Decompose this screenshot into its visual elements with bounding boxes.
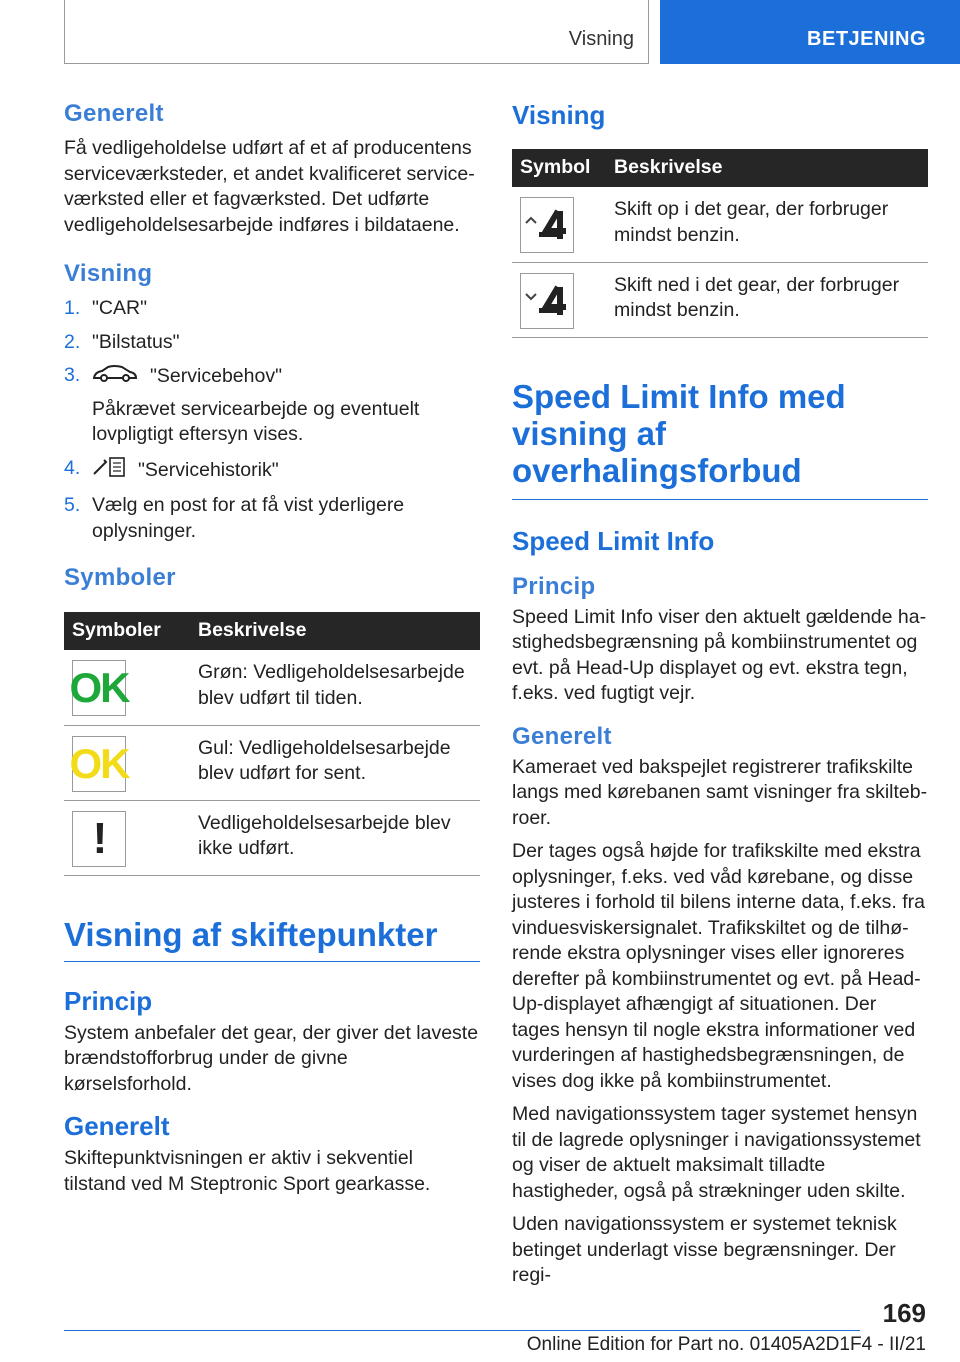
table-row — [64, 800, 480, 875]
ok-green-icon — [69, 660, 129, 716]
car-service-icon — [92, 363, 138, 391]
service-history-icon — [92, 456, 126, 486]
speed-limit-info-title: Speed Limit Info med visning af overhalingsforbud — [512, 378, 928, 500]
exclamation-icon — [72, 811, 126, 867]
sli-princip-heading: Princip — [512, 572, 596, 600]
left-column — [64, 100, 480, 1205]
right-column — [512, 100, 928, 1297]
step-number: 1. — [64, 297, 81, 319]
description-cell: Skift op i det gear, der forbruger mindst benzin. — [606, 187, 928, 262]
visning-shift-heading: Visning — [512, 100, 606, 130]
table-row — [512, 187, 928, 262]
table-header-symbol: Symboler — [64, 612, 190, 650]
symbol-cell — [512, 262, 606, 337]
step-subtext: Påkrævet servicearbejde og eventuelt lovpligtigt eftersyn vises. — [92, 397, 420, 445]
header-section-title: Visning — [568, 28, 634, 50]
step-1 — [64, 296, 480, 322]
generelt-skift-heading: Generelt — [64, 1111, 170, 1141]
sli-paragraph: Kameraet ved bakspejlet registrerer trafikskilte langs med kørebanen samt visninger fra skiltebroer. — [512, 755, 928, 829]
table-row — [64, 725, 480, 800]
visning-steps — [64, 296, 480, 544]
symboler-heading: Symboler — [64, 564, 176, 591]
ok-symbol-text: OK — [69, 664, 129, 711]
symbol-cell — [64, 650, 190, 725]
sli-generelt-heading: Generelt — [512, 722, 612, 750]
sli-paragraph: Med navigationssystem tager systemet hensyn til de lagrede oplysninger i navigationssystemet og viser de aktuelt maksimalt tilladte hastigheder, også på strækninger uden skilte. — [512, 1103, 921, 1202]
sli-princip-text: Speed Limit Info viser den aktuelt gældende hastighedsbegrænsning på kombiinstrumentet og evt. på Head-Up displayet og evt. ekstra tegn, f.eks. ved fugtigt vejr. — [512, 605, 927, 704]
sli-paragraph: Der tages også højde for trafikskilte med ekstra oplysninger, f.eks. ved våd kørebane, og disse justeres i forhold til bilens interne data, f.eks. fra vinduesviskersignalet. Trafikskiltet og de tilhørende ekstra oplysninger vises eller ignoreres derefter på kombiinstrumentet og evt. på Head-Up-displayet afhængigt af situationen. Der tages hensyn til nogle ekstra informationer ved vurderingen af hastighedsbegrænsningen, de vises dog ikke på kombiinstrumentet. — [512, 840, 925, 1092]
footer-divider — [64, 1330, 860, 1331]
ok-yellow-icon — [69, 736, 129, 792]
step-text: Vælg en post for at få vist yderligere oplysninger. — [92, 494, 405, 542]
header-section-box — [64, 0, 649, 64]
symbol-cell — [64, 725, 190, 800]
table-row — [512, 262, 928, 337]
visning-heading: Visning — [64, 260, 153, 287]
step-number: 5. — [64, 494, 81, 516]
generelt-skift-text: Skiftepunktvisningen er aktiv i sekventiel tilstand ved M Steptronic Sport gearkasse. — [64, 1147, 431, 1195]
step-3 — [64, 363, 480, 448]
step-text: "Servicehistorik" — [138, 458, 279, 481]
page-number: 169 — [882, 1298, 926, 1328]
table-header-description: Beskrivelse — [606, 149, 928, 187]
footer-edition: Online Edition for Part no. 01405A2D1F4 - II/21 — [526, 1334, 926, 1355]
symbol-cell — [512, 187, 606, 262]
step-text: "CAR" — [92, 297, 148, 319]
generelt-text: Få vedligeholdelse udført af et af producentens serviceværksteder, et andet kvalificeret serviceværksted eller et fagværksted. Det udførte vedligeholdelsesarbejde indføres i bildataene. — [64, 137, 475, 236]
shift-down-gear-4-icon — [520, 273, 574, 329]
step-text: "Bilstatus" — [92, 330, 180, 353]
shift-symbol-table — [512, 149, 928, 338]
step-5 — [64, 493, 480, 544]
princip-heading: Princip — [64, 985, 153, 1016]
step-number: 2. — [64, 330, 81, 353]
princip-text: System anbefaler det gear, der giver det laveste brændstofforbrug under de givne kørselsforhold. — [64, 1021, 479, 1095]
speed-limit-info-subtitle: Speed Limit Info — [512, 525, 715, 556]
exclamation-symbol-text: ! — [92, 813, 106, 863]
description-cell: Skift ned i det gear, der forbruger mindst benzin. — [606, 262, 928, 337]
table-header-symbol: Symbol — [512, 149, 606, 187]
generelt-heading: Generelt — [64, 100, 164, 127]
description-cell: Grøn: Vedligeholdelsesarbejde blev udført til tiden. — [190, 650, 480, 725]
description-cell: Gul: Vedligeholdelsesarbejde blev udført for sent. — [190, 725, 480, 800]
header-chapter-tab — [660, 0, 960, 64]
sli-paragraph: Uden navigationssystem er systemet teknisk betinget underlagt visse begrænsninger. Der regi- — [512, 1213, 897, 1286]
description-cell: Vedligeholdelsesarbejde blev ikke udført. — [190, 800, 480, 875]
table-header-description: Beskrivelse — [190, 612, 480, 650]
step-text: "Servicebehov" — [150, 364, 282, 387]
symbol-cell — [64, 800, 190, 875]
shift-up-gear-4-icon — [520, 197, 574, 253]
step-number: 4. — [64, 456, 81, 479]
ok-symbol-text: OK — [69, 739, 129, 787]
step-number: 3. — [64, 364, 81, 386]
table-row — [64, 650, 480, 725]
step-4 — [64, 456, 480, 486]
symboler-table — [64, 612, 480, 876]
header-chapter-title: BETJENING — [807, 28, 926, 50]
skiftepunkter-title: Visning af skiftepunkter — [64, 916, 480, 962]
step-2 — [64, 330, 480, 356]
